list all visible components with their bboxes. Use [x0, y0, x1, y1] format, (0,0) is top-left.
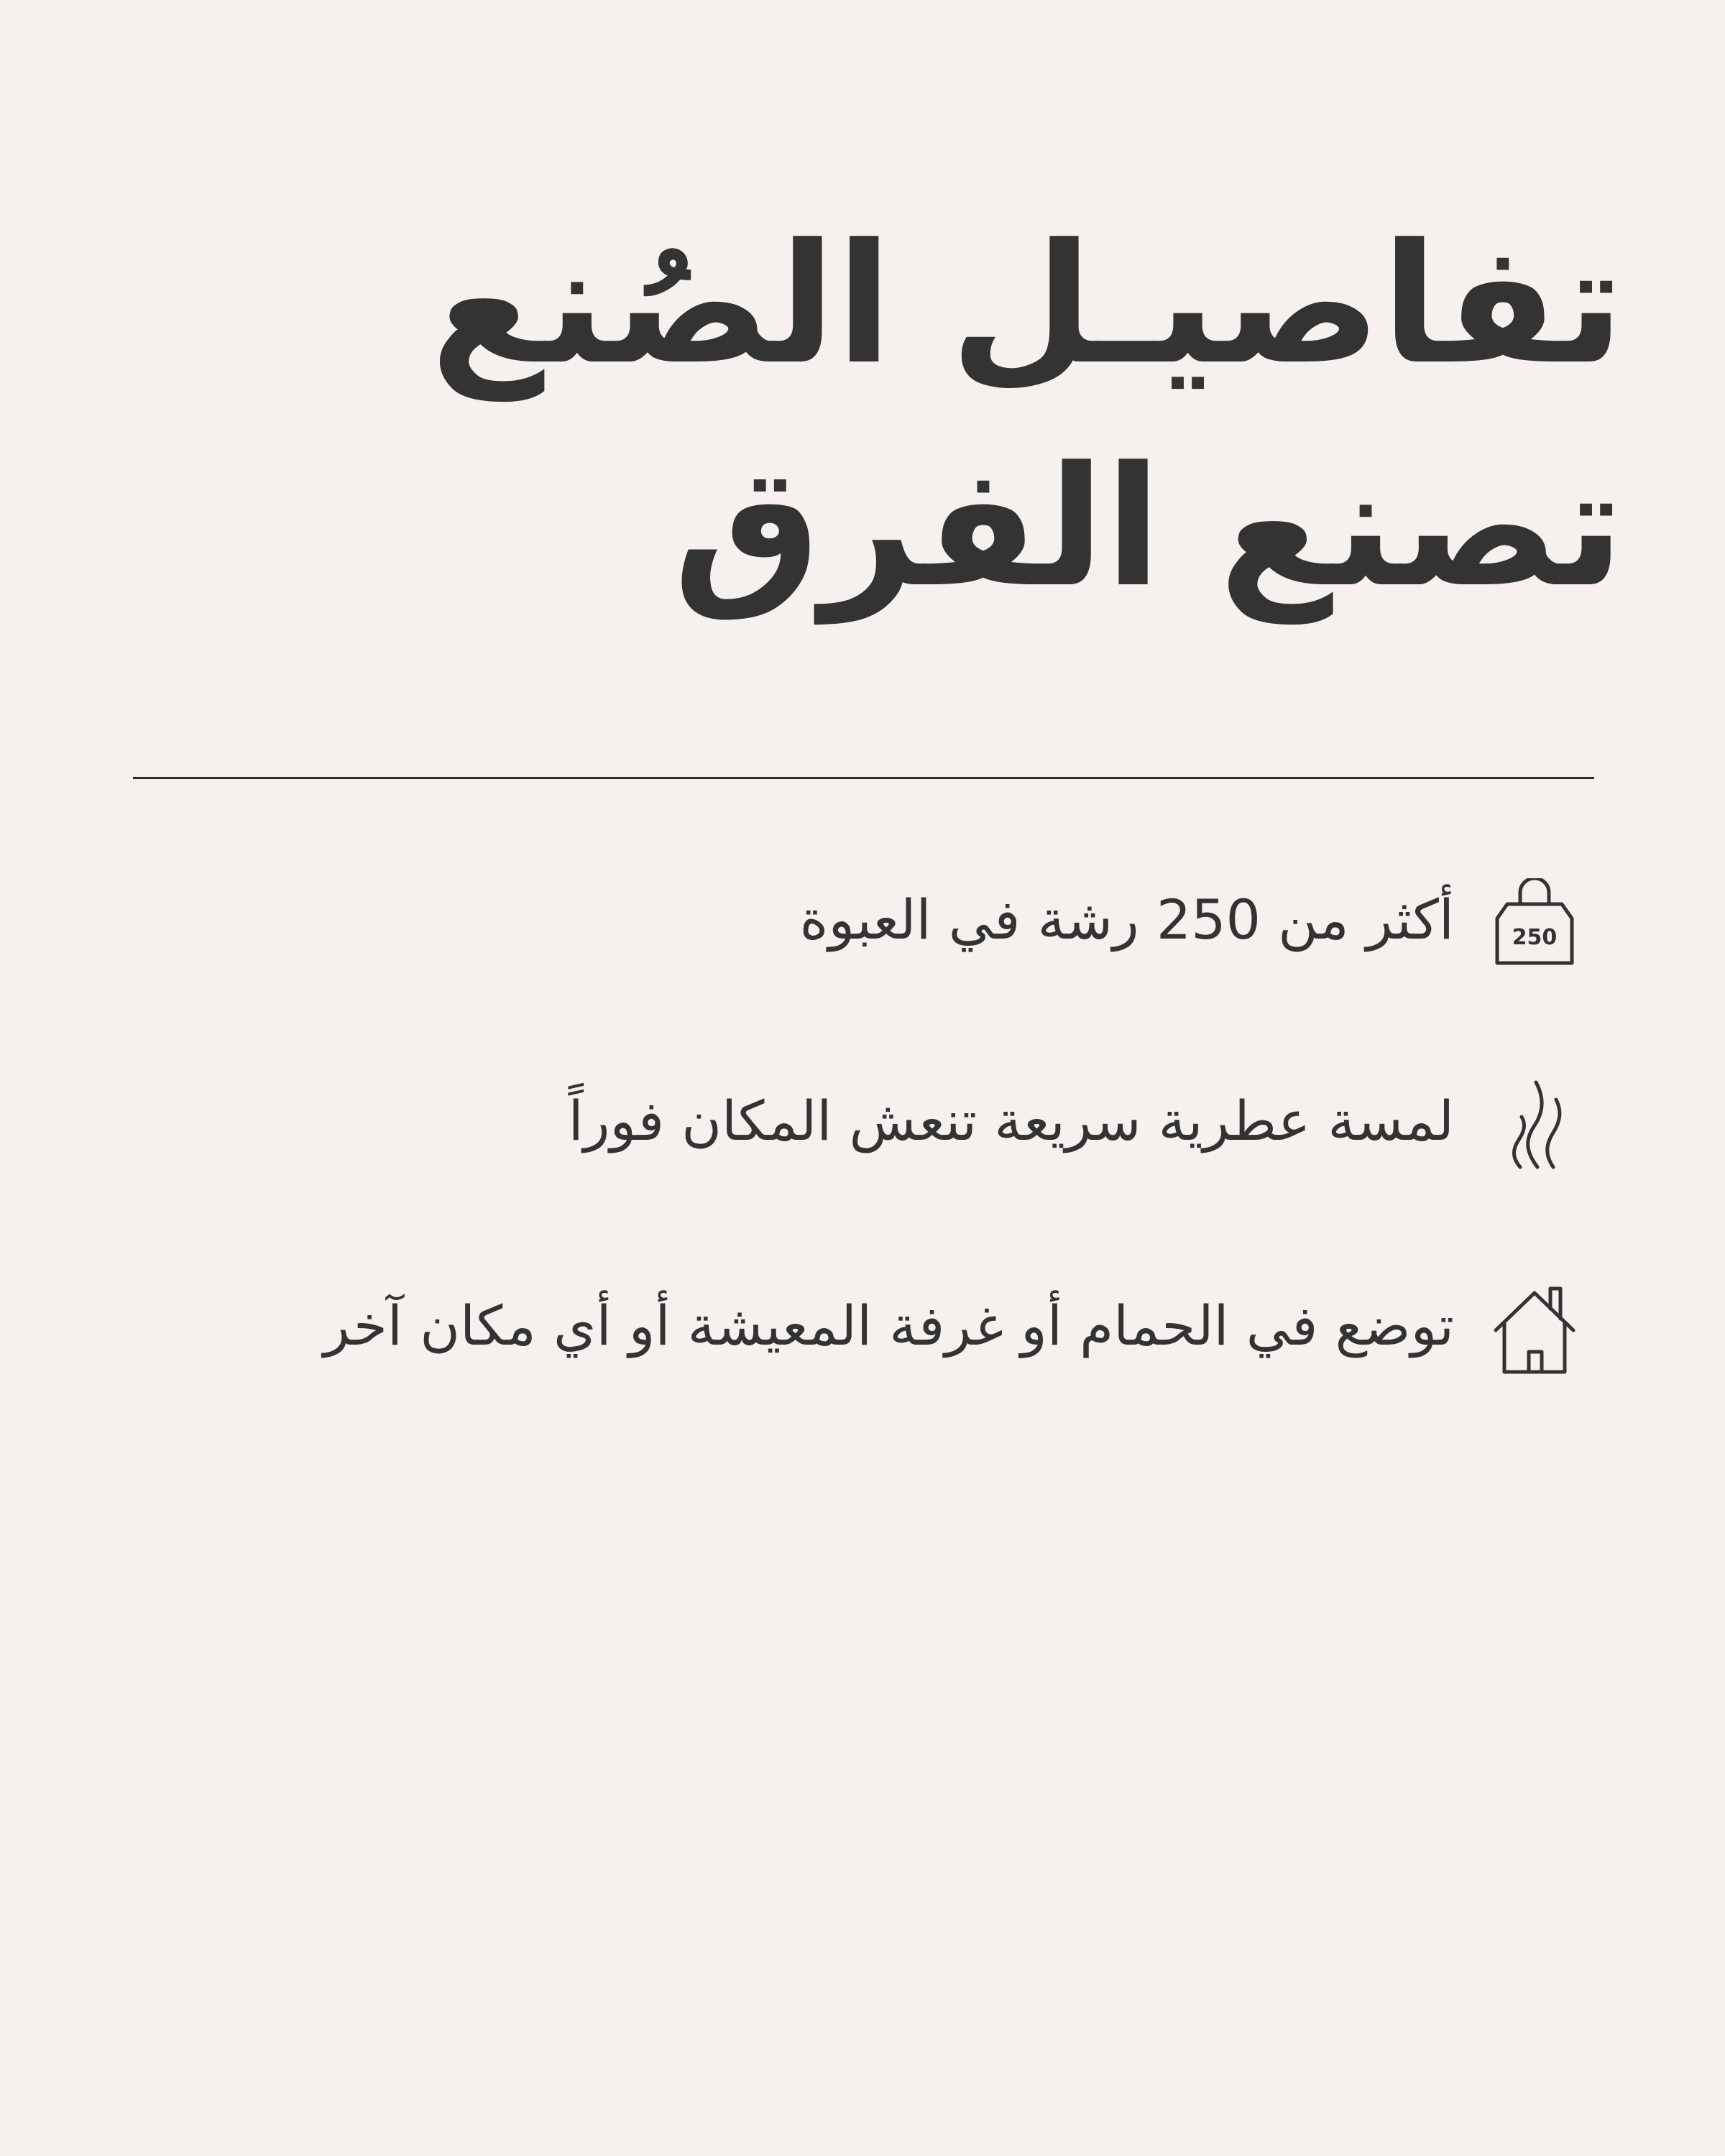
house-icon: [1491, 1283, 1578, 1376]
feature-item-placement: [140, 1283, 1578, 1398]
bag-250-label: 250: [1512, 925, 1558, 950]
bag-250-icon: [1491, 877, 1578, 970]
feature-item-scent: [140, 1078, 1578, 1193]
feature-text-placement: توضع في الحمام أو غرفة المعيشة أو أي مكان آخر: [323, 1294, 1454, 1358]
headline-line-2: تصنع الفرق: [673, 432, 1624, 624]
headline-line-1: تفاصيـل الصُنع: [430, 209, 1624, 401]
headline: [331, 194, 1624, 640]
feature-text-scent: لمسة عطرية سريعة تنعش المكان فوراً: [568, 1089, 1454, 1153]
scent-waves-icon: [1491, 1078, 1578, 1171]
feature-text-sprays: أكثر من 250 رشة في العبوة: [799, 888, 1454, 952]
feature-item-sprays: [140, 877, 1578, 992]
divider: [133, 777, 1594, 779]
